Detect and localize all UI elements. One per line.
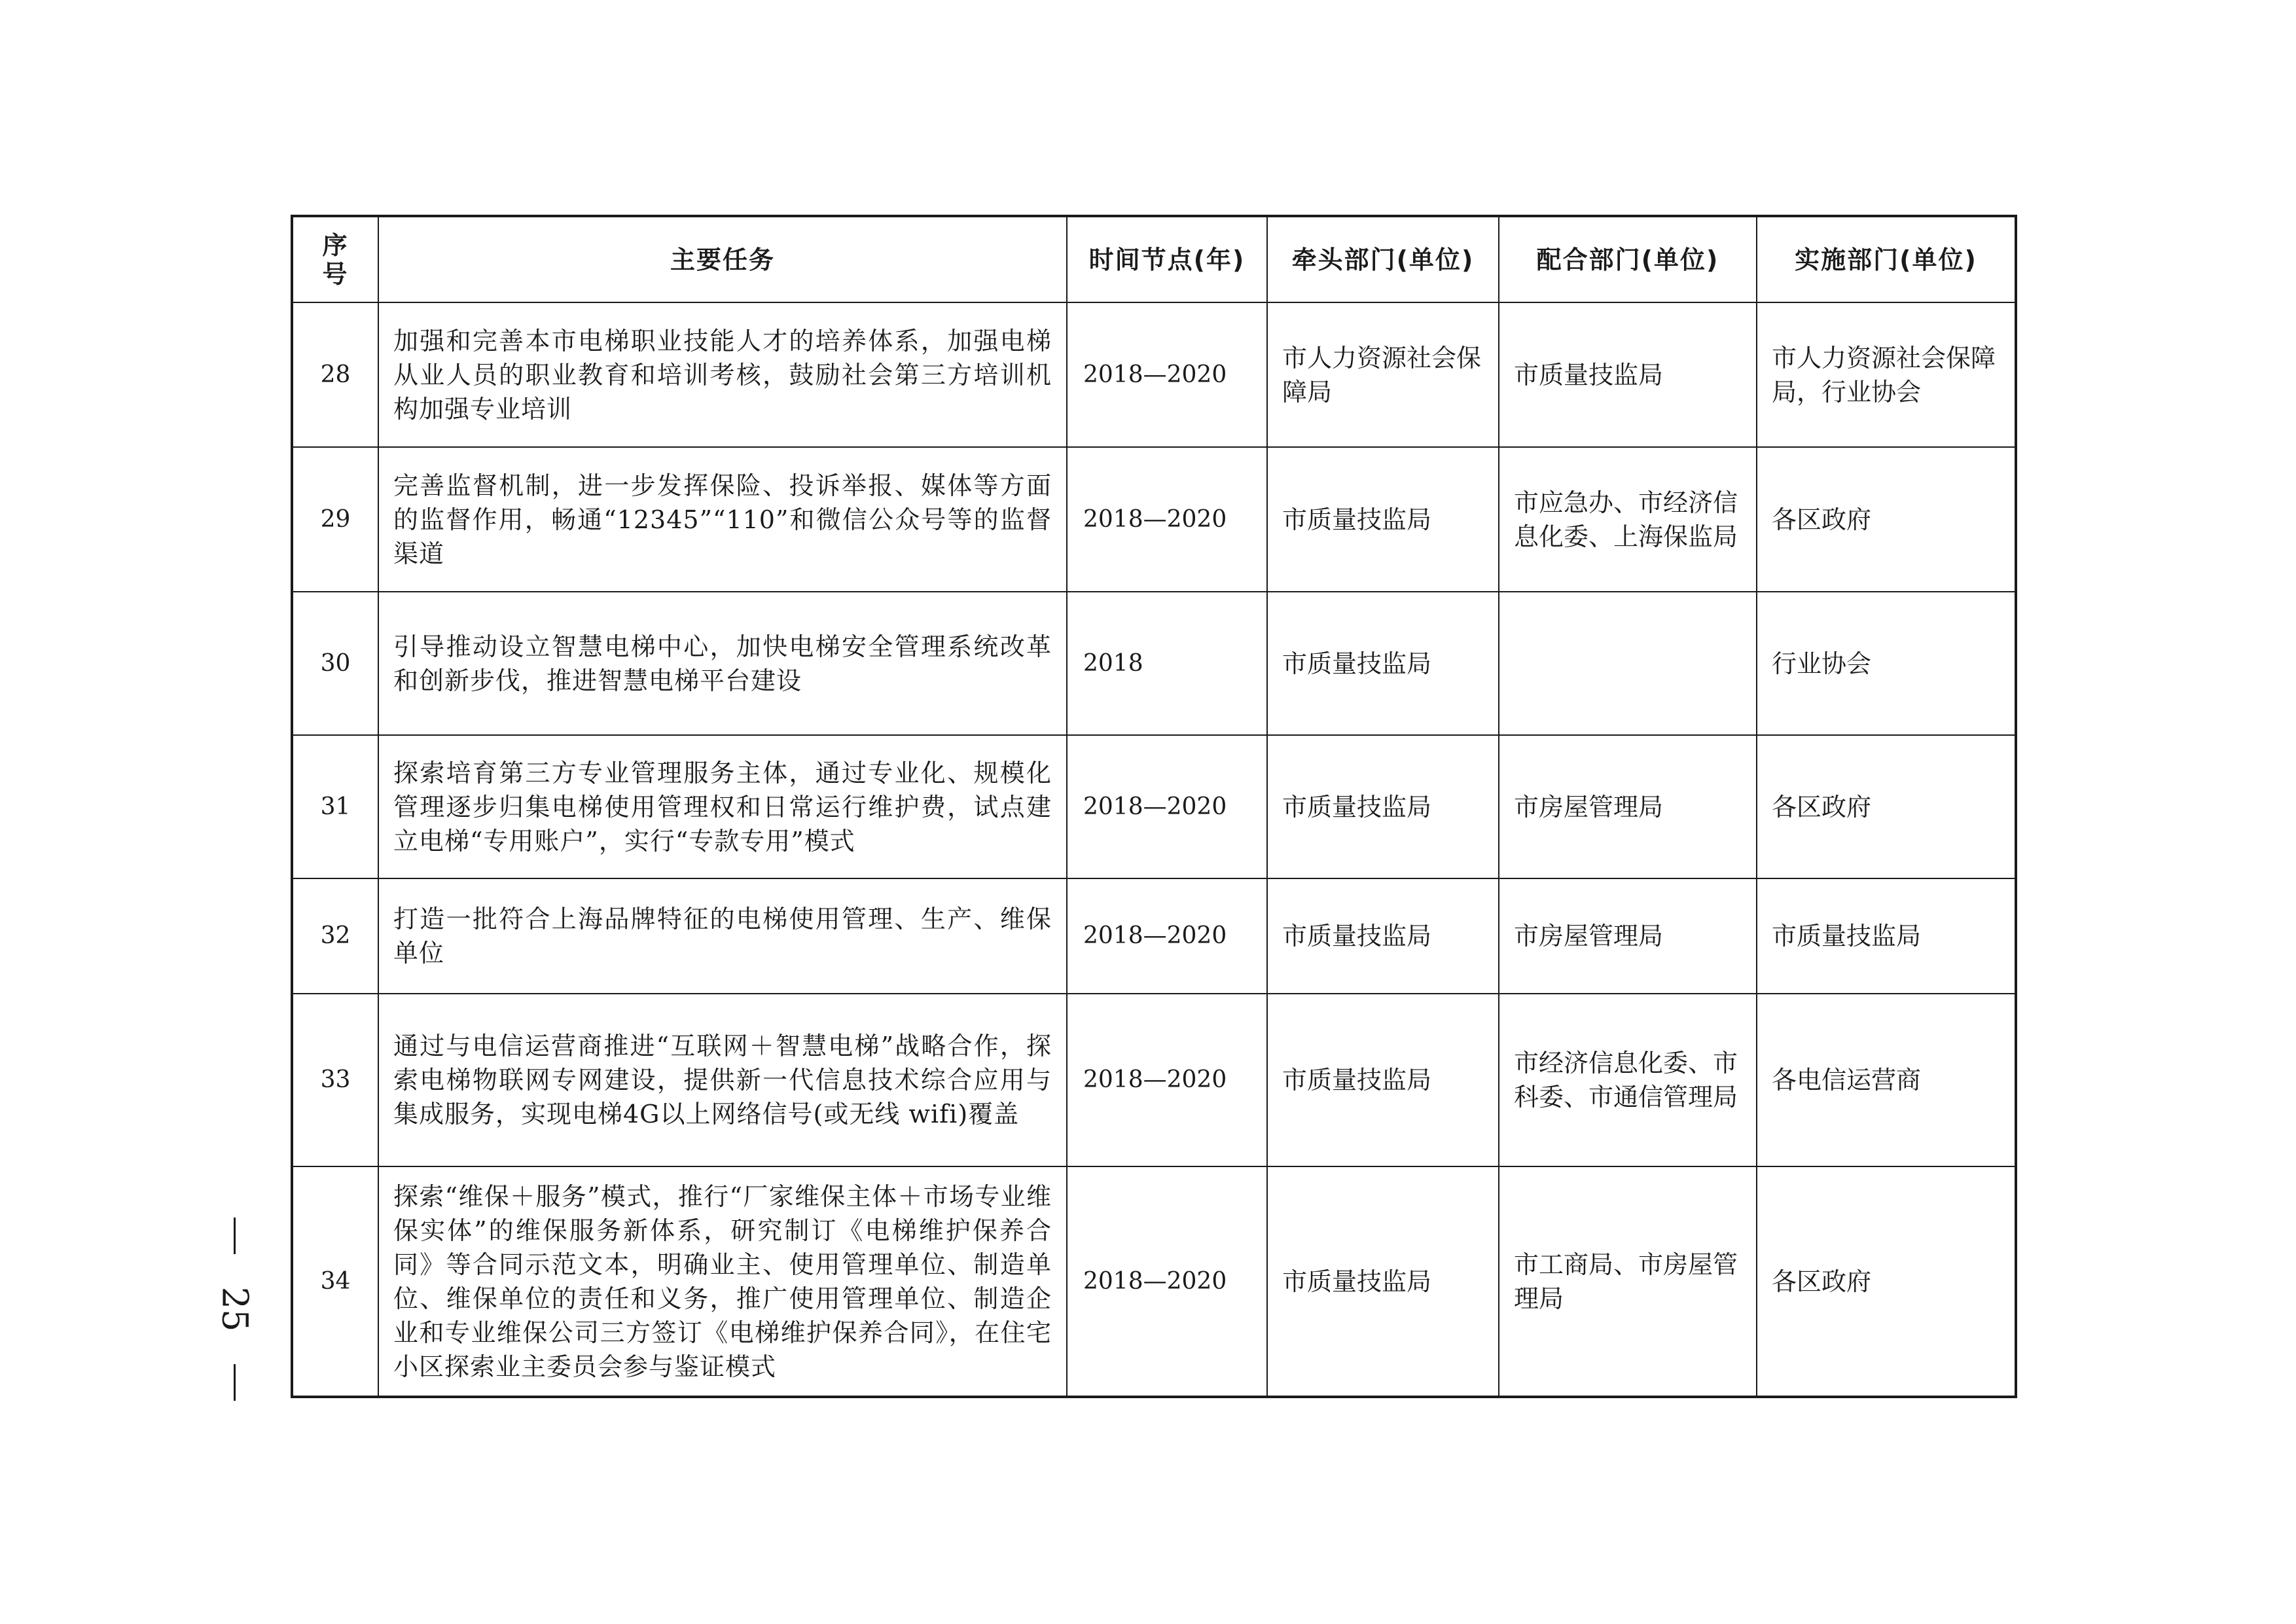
row-lead: 市质量技监局 (1267, 735, 1499, 878)
page-number-text: 25 (214, 1286, 255, 1332)
task-table (291, 215, 2017, 1398)
table-row (292, 592, 2016, 735)
row-period: 2018—2020 (1067, 447, 1267, 592)
table-row (292, 878, 2016, 994)
table-row (292, 735, 2016, 878)
row-period: 2018—2020 (1067, 994, 1267, 1166)
row-implement: 各区政府 (1757, 735, 2016, 878)
row-task: 加强和完善本市电梯职业技能人才的培养体系，加强电梯从业人员的职业教育和培训考核，鼓励社会第三方培训机构加强专业培训 (378, 302, 1067, 447)
header-task: 主要任务 (378, 216, 1067, 302)
row-period: 2018—2020 (1067, 302, 1267, 447)
row-lead: 市质量技监局 (1267, 592, 1499, 735)
row-lead: 市质量技监局 (1267, 1166, 1499, 1397)
table-row (292, 447, 2016, 592)
row-task: 完善监督机制，进一步发挥保险、投诉举报、媒体等方面的监督作用，畅通“12345”“110”和微信公众号等的监督渠道 (378, 447, 1067, 592)
row-task: 探索“维保＋服务”模式，推行“厂家维保主体＋市场专业维保实体”的维保服务新体系，研究制订《电梯维护保养合同》等合同示范文本，明确业主、使用管理单位、制造单位、维保单位的责任和义务，推广使用管理单位、制造企业和专业维保公司三方签订《电梯维护保养合同》，在住宅小区探索业主委员会参与鉴证模式 (378, 1166, 1067, 1397)
row-seq: 32 (292, 878, 378, 994)
row-task: 打造一批符合上海品牌特征的电梯使用管理、生产、维保单位 (378, 878, 1067, 994)
row-assist (1499, 592, 1757, 735)
row-assist: 市房屋管理局 (1499, 878, 1757, 994)
row-assist: 市应急办、市经济信息化委、上海保监局 (1499, 447, 1757, 592)
table-header-row (292, 216, 2016, 302)
row-task: 探索培育第三方专业管理服务主体，通过专业化、规模化管理逐步归集电梯使用管理权和日常运行维护费，试点建立电梯“专用账户”，实行“专款专用”模式 (378, 735, 1067, 878)
row-seq: 34 (292, 1166, 378, 1397)
row-period: 2018—2020 (1067, 878, 1267, 994)
row-implement: 各区政府 (1757, 1166, 2016, 1397)
header-seq: 序号 (292, 216, 378, 302)
row-implement: 市质量技监局 (1757, 878, 2016, 994)
header-assist: 配合部门(单位) (1499, 216, 1757, 302)
row-seq: 28 (292, 302, 378, 447)
row-period: 2018 (1067, 592, 1267, 735)
header-period: 时间节点(年) (1067, 216, 1267, 302)
row-seq: 30 (292, 592, 378, 735)
row-period: 2018—2020 (1067, 1166, 1267, 1397)
table-row (292, 302, 2016, 447)
row-lead: 市质量技监局 (1267, 447, 1499, 592)
row-seq: 33 (292, 994, 378, 1166)
row-seq: 29 (292, 447, 378, 592)
row-implement: 各区政府 (1757, 447, 2016, 592)
row-lead: 市人力资源社会保障局 (1267, 302, 1499, 447)
row-period: 2018—2020 (1067, 735, 1267, 878)
row-task: 通过与电信运营商推进“互联网＋智慧电梯”战略合作，探索电梯物联网专网建设，提供新一代信息技术综合应用与集成服务，实现电梯4G以上网络信号(或无线 wifi)覆盖 (378, 994, 1067, 1166)
page-number (208, 1218, 260, 1401)
page-number-dash-top (234, 1218, 236, 1254)
row-lead: 市质量技监局 (1267, 878, 1499, 994)
row-lead: 市质量技监局 (1267, 994, 1499, 1166)
row-implement: 行业协会 (1757, 592, 2016, 735)
header-implement: 实施部门(单位) (1757, 216, 2016, 302)
row-implement: 各电信运营商 (1757, 994, 2016, 1166)
row-task: 引导推动设立智慧电梯中心，加快电梯安全管理系统改革和创新步伐，推进智慧电梯平台建设 (378, 592, 1067, 735)
header-lead: 牵头部门(单位) (1267, 216, 1499, 302)
row-assist: 市经济信息化委、市科委、市通信管理局 (1499, 994, 1757, 1166)
row-seq: 31 (292, 735, 378, 878)
row-implement: 市人力资源社会保障局，行业协会 (1757, 302, 2016, 447)
row-assist: 市质量技监局 (1499, 302, 1757, 447)
row-assist: 市工商局、市房屋管理局 (1499, 1166, 1757, 1397)
row-assist: 市房屋管理局 (1499, 735, 1757, 878)
table-row (292, 1166, 2016, 1397)
table-row (292, 994, 2016, 1166)
page-number-dash-bottom (234, 1364, 236, 1401)
